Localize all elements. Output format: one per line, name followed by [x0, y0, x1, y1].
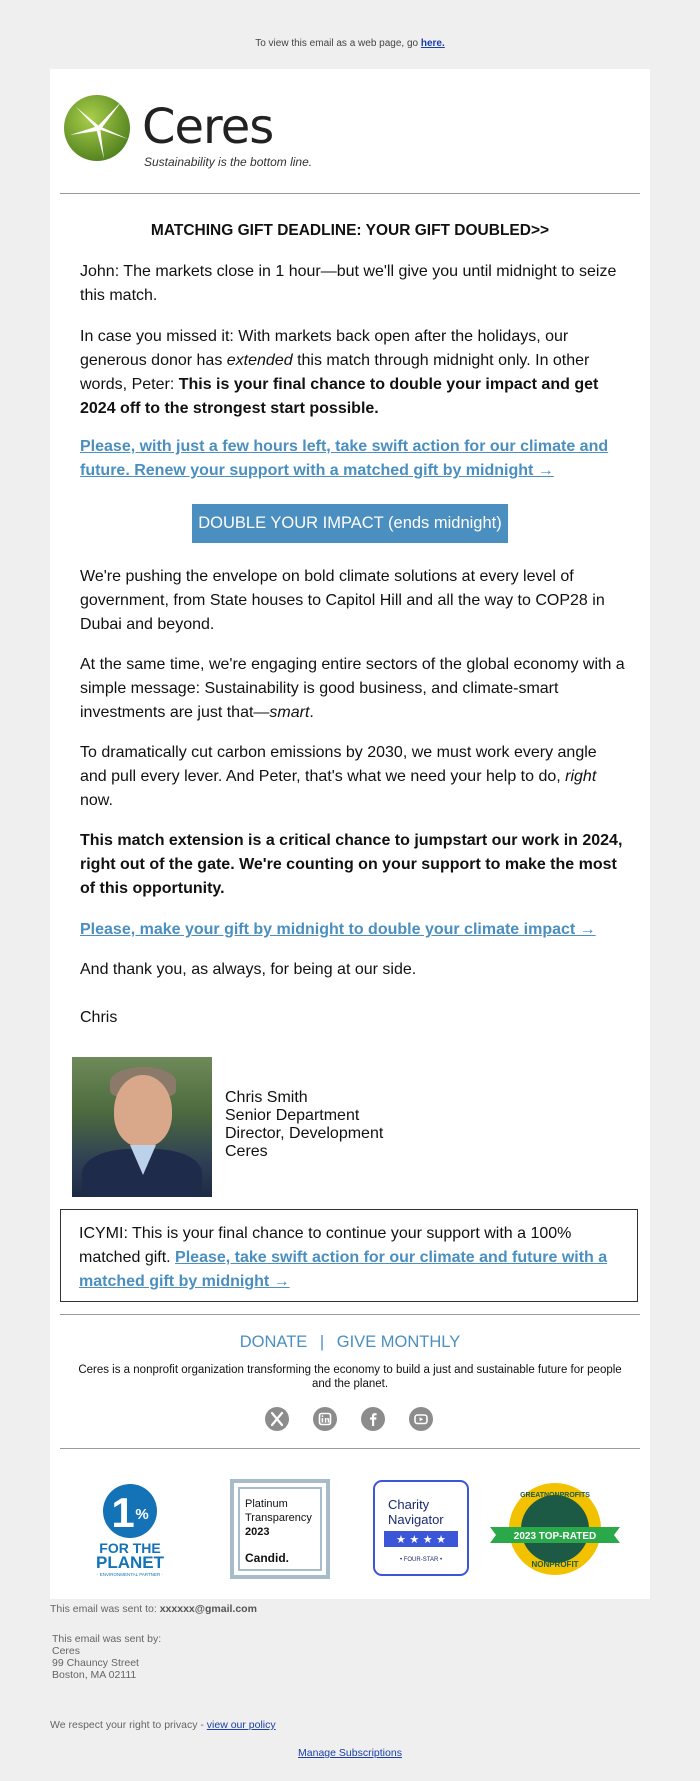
icymi-box: [60, 1209, 638, 1302]
emphasis: smart: [269, 704, 310, 721]
give-monthly-link[interactable]: GIVE MONTHLY: [336, 1333, 461, 1351]
emphasis: right: [565, 768, 597, 785]
badge-text: · ENVIRONMENTAL PARTNER ·: [96, 1572, 164, 1577]
signature-org: Ceres: [225, 1143, 268, 1160]
footer-links: [50, 1333, 650, 1352]
manage-subscriptions: [0, 1747, 700, 1759]
signature-title-1: Senior Department: [225, 1107, 360, 1124]
linkedin-icon-glyph: [313, 1407, 337, 1431]
sent-to-label: This email was sent to:: [50, 1603, 160, 1615]
icymi-link[interactable]: Please, take swift action for our climate and future with a matched gift by midnight →: [79, 1249, 608, 1290]
paragraph-link-1: [80, 435, 625, 483]
photo-shape: [114, 1075, 172, 1147]
x-icon[interactable]: [265, 1407, 289, 1431]
donate-link[interactable]: DONATE: [239, 1333, 308, 1351]
paragraph-emissions: [80, 741, 625, 813]
signature-block: [225, 1089, 383, 1161]
x-icon-glyph: [265, 1407, 289, 1431]
mission-statement: Ceres is a nonprofit organization transforming the economy to build a just and sustainable future for people and the planet.: [78, 1364, 622, 1390]
ceres-logo[interactable]: [62, 93, 342, 173]
sender-address: [52, 1633, 161, 1681]
headline: MATCHING GIFT DEADLINE: YOUR GIFT DOUBLED>>: [150, 222, 550, 239]
preheader: [0, 38, 700, 49]
badge-text: ★ ★ ★ ★: [396, 1533, 446, 1546]
one-percent-planet-badge[interactable]: [90, 1479, 190, 1579]
paragraph-sectors: [80, 653, 625, 725]
make-gift-link[interactable]: Please, make your gift by midnight to double your climate impact →: [80, 921, 596, 938]
renew-support-link[interactable]: Please, with just a few hours left, take swift action for our climate and future. Renew your support with a matched gift by midnight →: [80, 438, 609, 479]
paragraph-envelope: We're pushing the envelope on bold climate solutions at every level of government, from State houses to Capitol Hill and all the way to COP28 in Dubai and beyond.: [80, 568, 605, 633]
facebook-icon-glyph: [361, 1407, 385, 1431]
double-impact-button[interactable]: DOUBLE YOUR IMPACT (ends midnight): [192, 504, 508, 543]
emphasis: extended: [226, 352, 293, 369]
charity-navigator-badge[interactable]: [372, 1479, 470, 1577]
linkedin-icon[interactable]: [313, 1407, 337, 1431]
privacy-line: [50, 1719, 276, 1731]
bold-text: This match extension is a critical chance to jumpstart our work in 2024, right out of the gate. We're counting on your support to make the most of this opportunity.: [80, 832, 623, 897]
youtube-icon-glyph: [409, 1407, 433, 1431]
text: In case you missed it: With markets back open after the holidays, our generous donor has: [80, 328, 569, 369]
sent-to: [50, 1603, 257, 1615]
text: this match through midnight only. In other words, Peter:: [80, 352, 590, 393]
paragraph-link-2: [80, 918, 625, 942]
candid-transparency-badge[interactable]: [230, 1479, 330, 1579]
sent-by-label: This email was sent by:: [52, 1633, 162, 1645]
badge-text: 2023: [245, 1526, 270, 1538]
logo-wordmark: Ceres: [142, 99, 274, 155]
paragraph-thanks: And thank you, as always, for being at our side.: [80, 961, 417, 978]
sent-by-org: Ceres: [52, 1645, 81, 1657]
badge-text: NONPROFIT: [531, 1560, 579, 1569]
logo-tagline: Sustainability is the bottom line.: [144, 155, 313, 169]
badge-text: Platinum: [245, 1498, 288, 1510]
facebook-icon[interactable]: [361, 1407, 385, 1431]
divider: [60, 1448, 640, 1449]
sent-by-street: 99 Chauncy Street: [52, 1657, 139, 1669]
separator: |: [319, 1333, 325, 1351]
ceres-logo-icon: [62, 93, 132, 163]
badge-text: GREATNONPROFITS: [520, 1492, 590, 1499]
badge-text: 2023 TOP-RATED: [513, 1531, 597, 1542]
text: At the same time, we're engaging entire sectors of the global economy with a simple message: Sustainability is good business, and climate-smart investments are just that—: [80, 656, 625, 721]
privacy-policy-link[interactable]: view our policy: [206, 1719, 276, 1731]
badge-text: 1: [111, 1489, 135, 1536]
signature-name: Chris Smith: [225, 1089, 308, 1106]
signature-title-2: Director, Development: [225, 1125, 384, 1142]
text: .: [309, 704, 314, 721]
view-web-link[interactable]: here.: [420, 38, 445, 49]
youtube-icon[interactable]: [409, 1407, 433, 1431]
text: now.: [80, 792, 113, 809]
email-card: [50, 69, 650, 1599]
sent-by-city: Boston, MA 02111: [52, 1669, 137, 1681]
sent-to-email: xxxxxx@gmail.com: [159, 1603, 257, 1615]
badge-text: • FOUR-STAR •: [399, 1557, 443, 1563]
badge-text: Transparency: [245, 1512, 312, 1524]
divider: [60, 1314, 640, 1315]
badge-text: Navigator: [388, 1512, 444, 1527]
privacy-text: We respect your right to privacy -: [50, 1719, 207, 1731]
icymi-text: [79, 1222, 619, 1294]
text: ICYMI: This is your final chance to continue your support with a 100% matched gift.: [79, 1225, 572, 1266]
paragraph-missed: [80, 325, 625, 421]
preheader-text: To view this email as a web page, go: [255, 38, 421, 49]
badge-text: Candid.: [245, 1551, 289, 1565]
signature-photo: [72, 1057, 212, 1197]
paragraph-extension: [80, 829, 625, 901]
greatnonprofits-badge[interactable]: [490, 1479, 630, 1579]
manage-subscriptions-link[interactable]: Manage Subscriptions: [298, 1747, 402, 1759]
text: To dramatically cut carbon emissions by 2030, we must work every angle and pull every lever. And Peter, that's what we need your help to do,: [80, 744, 597, 785]
bold-text: This is your final chance to double your impact and get 2024 off to the strongest start possible.: [80, 376, 599, 417]
divider: [60, 193, 640, 194]
badge-text: FOR THE: [99, 1540, 161, 1556]
badge-text: Charity: [388, 1497, 430, 1512]
badge-text: %: [135, 1506, 149, 1523]
paragraph-intro: John: The markets close in 1 hour—but we'll give you until midnight to seize this match.: [80, 263, 617, 304]
signoff: Chris: [80, 1009, 118, 1026]
badge-text: PLANET: [96, 1553, 164, 1572]
